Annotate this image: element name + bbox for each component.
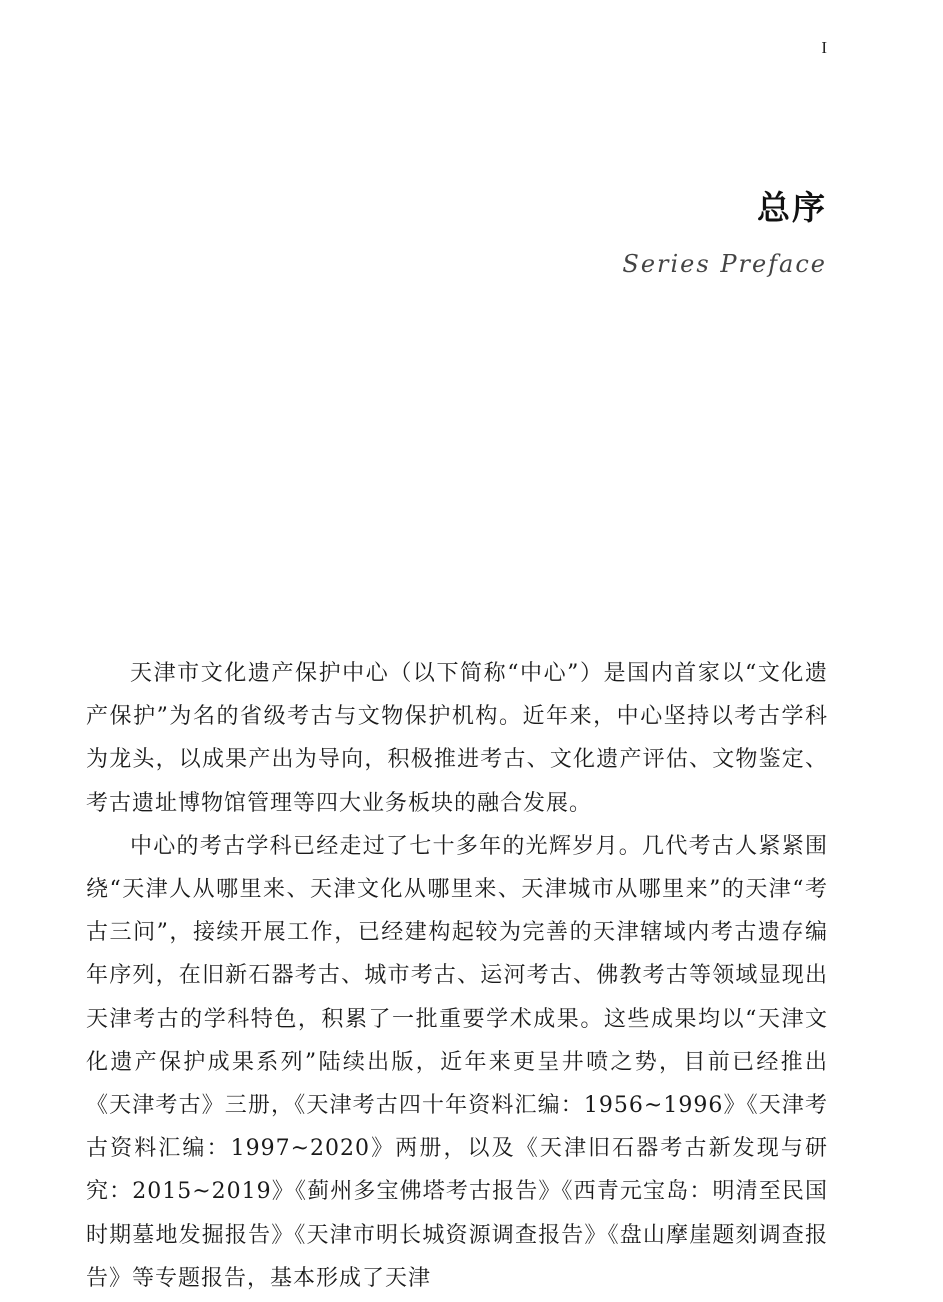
paragraph-1: 天津市文化遗产保护中心（以下简称“中心”）是国内首家以“文化遗产保护”为名的省级考古与文物保护机构。近年来，中心坚持以考古学科为龙头，以成果产出为导向，积极推进考古、文化遗产评估、文物鉴定、考古遗址博物馆管理等四大业务板块的融合发展。	[86, 661, 828, 816]
page-number: I	[821, 38, 827, 57]
page-subtitle: Series Preface	[622, 250, 827, 278]
paragraph-2: 中心的考古学科已经走过了七十多年的光辉岁月。几代考古人紧紧围绕“天津人从哪里来、天津文化从哪里来、天津城市从哪里来”的天津“考古三问”，接续开展工作，已经建构起较为完善的天津辖域内考古遗存编年序列，在旧新石器考古、城市考古、运河考古、佛教考古等领域显现出天津考古的学科特色，积累了一批重要学术成果。这些成果均以“天津文化遗产保护成果系列”陆续出版，近年来更呈井喷之势，目前已经推出《天津考古》三册，《天津考古四十年资料汇编：1956~1996》《天津考古资料汇编：1997~2020》两册，以及《天津旧石器考古新发现与研究：2015~2019》《蓟州多宝佛塔考古报告》《西青元宝岛：明清至民国时期墓地发掘报告》《天津市明长城资源调查报告》《盘山摩崖题刻调查报告》等专题报告，基本形成了天津	[86, 833, 828, 1291]
body-text	[86, 652, 828, 1300]
page-title: 总序	[757, 188, 827, 227]
